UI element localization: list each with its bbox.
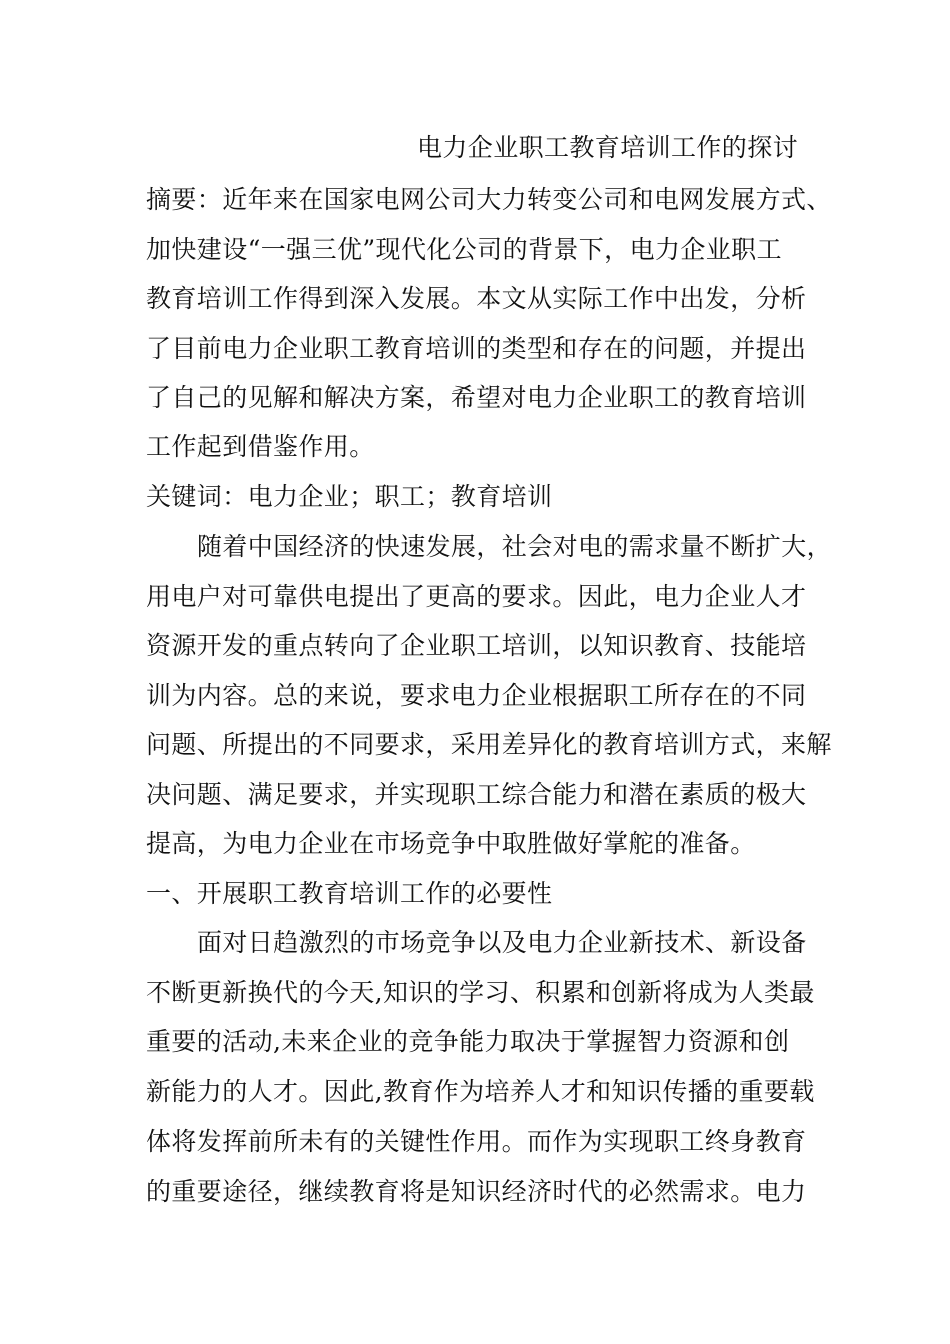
abstract-line: 加快建设“一强三优”现代化公司的背景下，电力企业职工 [146, 235, 782, 264]
abstract-line: 教育培训工作得到深入发展。本文从实际工作中出发，分析 [146, 284, 807, 313]
section-heading: 一、开展职工教育培训工作的必要性 [146, 879, 553, 908]
paragraph-line: 新能力的人才。因此,教育作为培养人才和知识传播的重要载 [146, 1077, 815, 1106]
paragraph-line: 面对日趋激烈的市场竞争以及电力企业新技术、新设备 [197, 928, 807, 957]
document-title: 电力企业职工教育培训工作的探讨 [417, 133, 799, 162]
paragraph-line: 决问题、满足要求，并实现职工综合能力和潜在素质的极大 [146, 780, 807, 809]
paragraph-line: 重要的活动,未来企业的竞争能力取决于掌握智力资源和创 [146, 1027, 790, 1056]
paragraph-line: 不断更新换代的今天,知识的学习、积累和创新将成为人类最 [146, 978, 815, 1007]
paragraph-line: 问题、所提出的不同要求，采用差异化的教育培训方式，来解 [146, 730, 832, 759]
abstract-line: 了自己的见解和解决方案，希望对电力企业职工的教育培训 [146, 383, 807, 412]
paragraph-line: 资源开发的重点转向了企业职工培训，以知识教育、技能培 [146, 631, 807, 660]
paragraph-line: 训为内容。总的来说，要求电力企业根据职工所存在的不同 [146, 681, 807, 710]
abstract-line: 摘要：近年来在国家电网公司大力转变公司和电网发展方式、 [146, 185, 832, 214]
paragraph-line: 的重要途径，继续教育将是知识经济时代的必然需求。电力 [146, 1177, 807, 1206]
paragraph-line: 提高，为电力企业在市场竞争中取胜做好掌舵的准备。 [146, 829, 756, 858]
paragraph-line: 用电户对可靠供电提出了更高的要求。因此，电力企业人才 [146, 582, 807, 611]
keywords-line: 关键词：电力企业；职工；教育培训 [146, 482, 553, 511]
paragraph-line: 随着中国经济的快速发展，社会对电的需求量不断扩大， [197, 532, 833, 561]
abstract-line: 工作起到借鉴作用。 [146, 432, 375, 461]
abstract-line: 了目前电力企业职工教育培训的类型和存在的问题，并提出 [146, 334, 807, 363]
paragraph-line: 体将发挥前所未有的关键性作用。而作为实现职工终身教育 [146, 1127, 807, 1156]
